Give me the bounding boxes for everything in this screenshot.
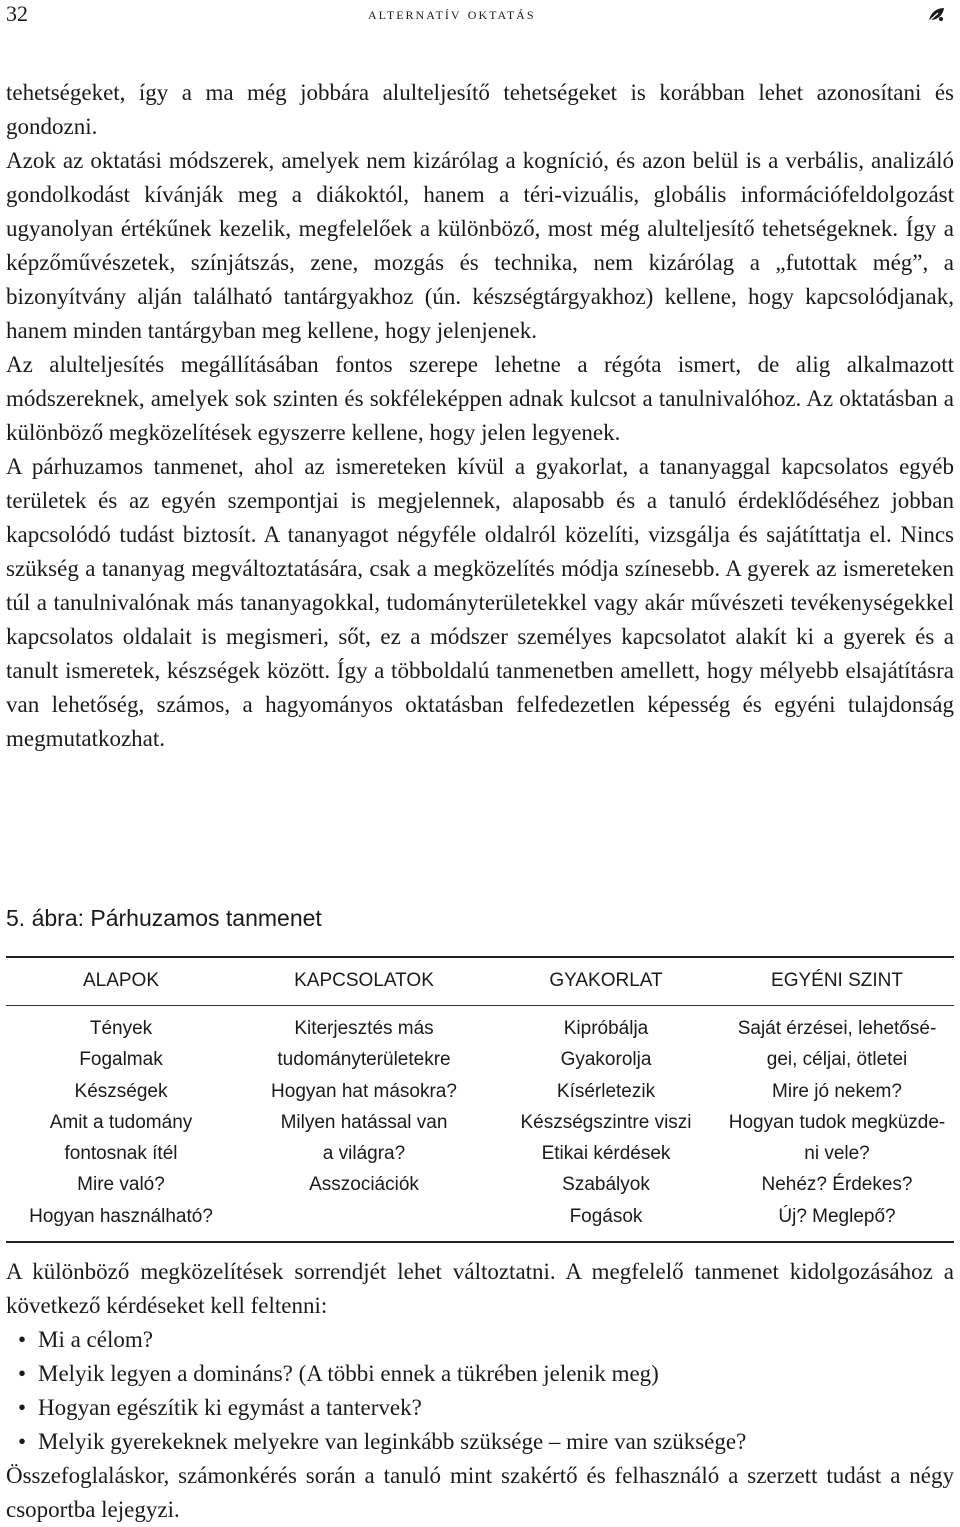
figure-title: 5. ábra: Párhuzamos tanmenet — [6, 905, 322, 931]
column-item: Tények — [89, 1018, 153, 1039]
paragraph: Azok az oktatási módszerek, amelyek nem kizárólag a kogníció, és azon belül is a verbális, analizáló gondolkodást kívánják meg a diákoktól, hanem a téri-vizuális, globális információfeldolgozást ugyanolyan értékűnek kezelik, megfelelőek a különböző, most még alulteljesítő tehetségeknek. Így a képzőművészetek, színjátszás, zene, mozgás és technika, nem kizárólag a „futottak még”, a bizonyítvány alján található tantárgyakhoz (ún. készségtárgyakhoz) kellene, hogy kapcsolódjanak, hanem minden tantárgyban meg kellene, hogy jelenjenek. — [6, 148, 954, 343]
column-item: a világra? — [322, 1143, 406, 1165]
column-items — [496, 1005, 716, 1232]
list-item-text: Melyik legyen a domináns? (A többi ennek a tükrében jelenik meg) — [38, 1361, 659, 1386]
paragraph: A párhuzamos tanmenet, ahol az ismereteken kívül a gyakorlat, a tananyaggal kapcsolatos egyéb területek és az egyén szempontjai is megjelennek, alaposabb és a tanuló érdeklődéséhez jobban kapcsolódó tudást biztosít. A tananyagot négyféle oldalról közelíti, vizsgálja és sajátíttatja el. Nincs szükség a tananyag megváltoztatására, csak a megközelítés módja színesebb. A gyerek az ismereteken túl a tanulnivalónak más tananyagokkal, tudományterületekkel vagy akár művészeti tevékenységekkel kapcsolatos oldalait is megismeri, sőt, ez a módszer személyes kapcsolatot alakít ki a gyerek és a tanult ismeretek, készségek között. Így a többoldalú tanmenetben amellett, hogy mélyebb elsajátításra van lehetőség, számos, a hagyományos oktatásban felfedezetlen képesség és egyéni tulajdonság megmutatkozhat. — [6, 454, 954, 751]
after-figure-text — [6, 1255, 954, 1527]
column-item: Hogyan használható? — [29, 1205, 213, 1227]
column-item: Hogyan hat másokra? — [271, 1080, 457, 1102]
page-header — [0, 0, 960, 30]
bullet-icon: • — [18, 1327, 27, 1352]
column-item: Mire jó nekem? — [772, 1080, 902, 1102]
column-item: Saját érzései, lehetősé- — [737, 1018, 937, 1039]
column-item: ni vele? — [804, 1143, 870, 1165]
table-rule-bottom — [6, 1241, 954, 1243]
page-number: 32 — [6, 1, 28, 26]
column-item: Fogalmak — [79, 1049, 163, 1071]
column-item: Asszociációk — [309, 1174, 419, 1196]
list-item-text: Mi a célom? — [38, 1327, 153, 1352]
column-item: Készségek — [74, 1080, 168, 1102]
column-heading: EGYÉNI SZINT — [771, 970, 903, 991]
column-item: Fogások — [569, 1205, 643, 1227]
list-item — [6, 1357, 954, 1391]
bullet-icon: • — [18, 1361, 27, 1386]
column-items — [724, 1005, 950, 1232]
table-column-alapok — [6, 956, 236, 1232]
column-item: Kiterjesztés más — [294, 1018, 434, 1039]
column-item: Mire való? — [77, 1174, 165, 1196]
column-items — [6, 1005, 236, 1232]
column-item: Új? Meglepő? — [778, 1205, 896, 1227]
column-item: Kísérletezik — [556, 1080, 656, 1102]
list-item-text: Hogyan egészítik ki egymást a tantervek? — [38, 1395, 422, 1420]
list-item — [6, 1323, 954, 1357]
list-item-text: Melyik gyerekeknek melyekre van leginkább szüksége – mire van szüksége? — [38, 1429, 747, 1454]
leaf-icon — [926, 4, 946, 24]
column-heading: KAPCSOLATOK — [294, 970, 434, 991]
column-item: Hogyan tudok megküzde- — [728, 1111, 946, 1133]
intro-text — [6, 76, 954, 756]
column-item: gei, céljai, ötletei — [766, 1049, 908, 1071]
column-item: Etikai kérdések — [541, 1143, 671, 1165]
column-item: Készségszintre viszi — [520, 1111, 692, 1133]
column-heading: GYAKORLAT — [549, 970, 663, 991]
paragraph: A különböző megközelítések sorrendjét lehet változtatni. A megfelelő tanmenet kidolgozásához a következő kérdéseket kell feltenni: — [6, 1259, 954, 1318]
column-items — [251, 1005, 477, 1201]
column-item: Nehéz? Érdekes? — [761, 1174, 913, 1196]
question-list — [6, 1323, 954, 1459]
column-item: Gyakorolja — [560, 1049, 652, 1071]
column-item: tudományterületekre — [277, 1049, 451, 1071]
column-item: Kipróbálja — [563, 1018, 649, 1039]
column-heading: ALAPOK — [82, 970, 160, 991]
paragraph: Összefoglaláskor, számonkérés során a tanuló mint szakértő és felhasználó a szerzett tudást a négy csoportba lejegyzi. — [6, 1463, 954, 1522]
table-column-gyakorlat — [496, 956, 716, 1232]
table-column-egyeni-szint — [724, 956, 950, 1232]
bullet-icon: • — [18, 1395, 27, 1420]
paragraph: tehetségeket, így a ma még jobbára alulteljesítő tehetségeket is korábban lehet azonosítani és gondozni. — [6, 80, 954, 139]
column-item: Szabályok — [562, 1174, 650, 1196]
list-item — [6, 1391, 954, 1425]
running-title: alternatív oktatás — [368, 4, 536, 23]
paragraph: Az alulteljesítés megállításában fontos szerepe lehetne a régóta ismert, de alig alkalmazott módszereknek, amelyek sok szinten és sokféleképpen adnak kulcsot a tanulnivalóhoz. Az oktatásban a különböző megközelítések egyszerre kellene, hogy jelen legyenek. — [6, 352, 954, 445]
bullet-icon: • — [18, 1429, 27, 1454]
list-item — [6, 1425, 954, 1459]
column-item: Amit a tudomány — [49, 1111, 193, 1133]
column-item: Milyen hatással van — [280, 1111, 448, 1133]
column-item: fontosnak ítél — [64, 1143, 178, 1165]
table-column-kapcsolatok — [251, 956, 477, 1201]
